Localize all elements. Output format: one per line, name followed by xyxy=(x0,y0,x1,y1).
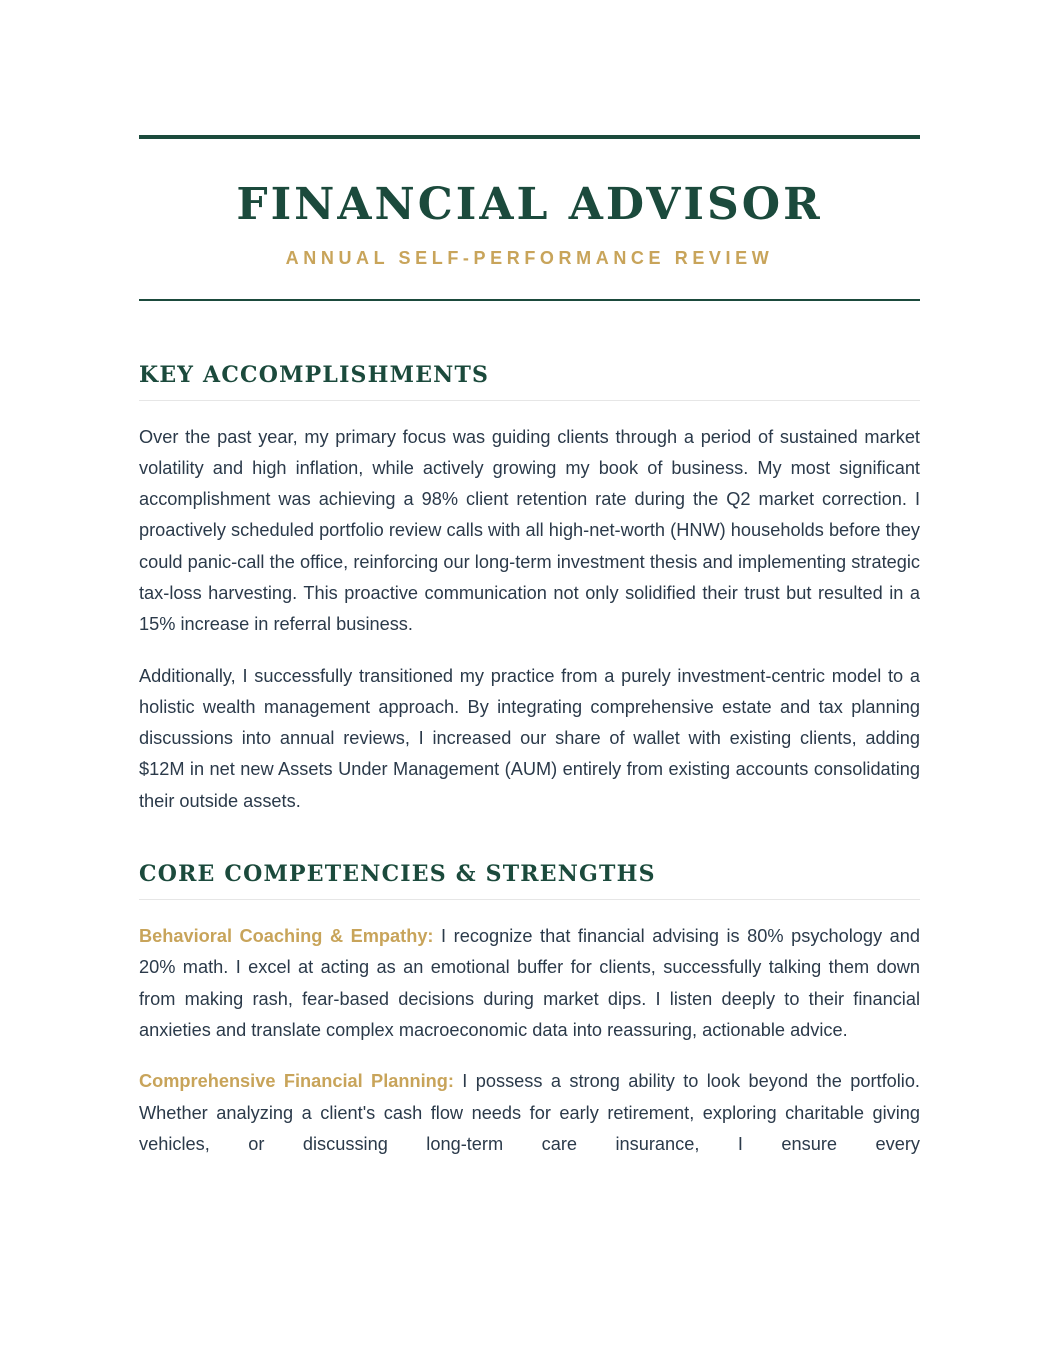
document-title: FINANCIAL ADVISOR xyxy=(236,179,823,230)
competency-text: I possess a strong ability to look beyond the portfolio. Whether analyzing a client's cash flow needs for early retirement, exploring charitable giving vehicles, or discussing long-term care insurance, I ensure every xyxy=(139,1071,920,1154)
section-heading-core-competencies: CORE COMPETENCIES & STRENGTHS xyxy=(139,860,920,900)
top-thick-rule xyxy=(139,135,920,139)
competency-lead: Comprehensive Financial Planning: xyxy=(139,1071,454,1092)
competency-item xyxy=(139,921,920,1046)
competency-item xyxy=(139,1066,920,1160)
header-divider xyxy=(139,299,920,301)
competency-lead: Behavioral Coaching & Empathy: xyxy=(139,926,434,947)
accomplishments-paragraph: Additionally, I successfully transitioned my practice from a purely investment-centric model to a holistic wealth management approach. By integrating comprehensive estate and tax planning discussions into annual reviews, I increased our share of wallet with existing clients, adding $12M in net new Assets Under Management (AUM) entirely from existing accounts consolidating their outside assets. xyxy=(139,665,920,811)
accomplishments-paragraph: Over the past year, my primary focus was guiding clients through a period of sustained market volatility and high inflation, while actively growing my book of business. My most significant accomplishment was achieving a 98% client retention rate during the Q2 market correction. I proactively scheduled portfolio review calls with all high-net-worth (HNW) households before they could panic-call the office, reinforcing our long-term investment thesis and implementing strategic tax-loss harvesting. This proactive communication not only solidified their trust but resulted in a 15% increase in referral business. xyxy=(139,426,920,635)
competency-text: I recognize that financial advising is 80% psychology and 20% math. I excel at acting as an emotional buffer for clients, successfully talking them down from making rash, fear-based decisions during market dips. I listen deeply to their financial anxieties and translate complex macroeconomic data into reassuring, actionable advice. xyxy=(139,926,920,1040)
section-heading-key-accomplishments: KEY ACCOMPLISHMENTS xyxy=(139,361,920,401)
document-subtitle: ANNUAL SELF-PERFORMANCE REVIEW xyxy=(285,248,774,268)
review-document xyxy=(139,135,920,1160)
